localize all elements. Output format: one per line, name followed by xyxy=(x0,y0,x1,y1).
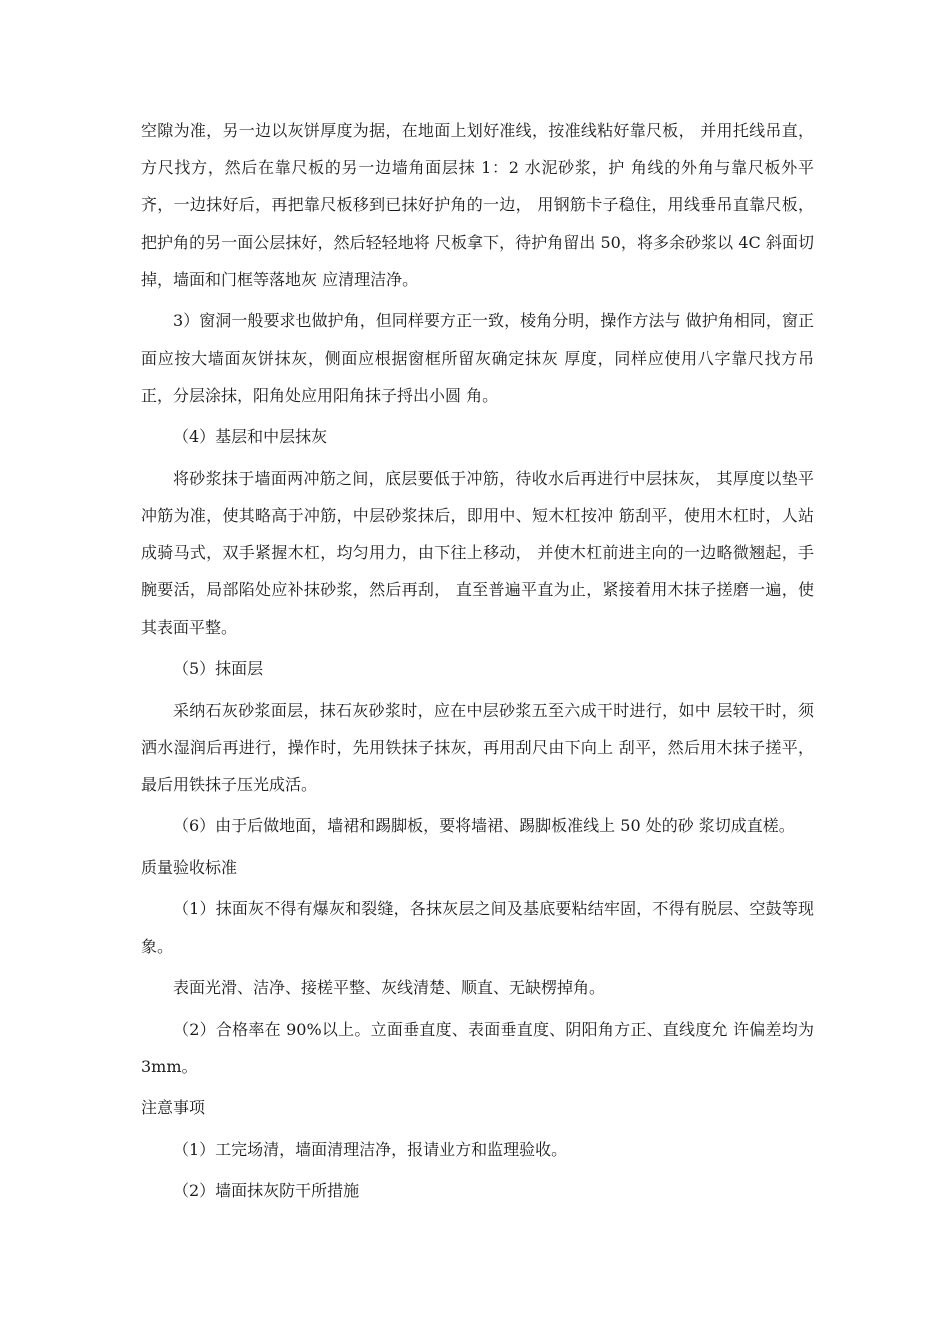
paragraph-notes-1: （1）工完场清，墙面清理洁净，报请业方和监理验收。 xyxy=(173,1139,568,1159)
document-page xyxy=(141,112,814,1214)
paragraph-surface-layer: 采纳石灰砂浆面层，抹石灰砂浆时，应在中层砂浆五至六成干时进行，如中 层较干时，须洒水湿润后再进行，操作时，先用铁抹子抹灰，再用刮尺由下向上 刮平，然后用木抹子搓平，最后用铁抹子压光成活。 xyxy=(141,700,814,794)
heading-quality-standard: 质量验收标准 xyxy=(141,857,238,877)
paragraph-quality-2: （2）合格率在 90%以上。立面垂直度、表面垂直度、阴阳角方正、直线度允 许偏差均为 3mm。 xyxy=(141,1019,814,1076)
paragraph-quality-surface: 表面光滑、洁净、接槎平整、灰线清楚、顺直、无缺楞掉角。 xyxy=(173,978,606,998)
heading-base-middle-layer: （4）基层和中层抹灰 xyxy=(173,427,328,447)
paragraph-window-opening: 3）窗洞一般要求也做护角，但同样要方正一致，棱角分明，操作方法与 做护角相同，窗正面应按大墙面灰饼抹灰，侧面应根据窗框所留灰确定抹灰 厚度，同样应使用八字靠尺找方吊正，分层涂抹，阳角处应用阳角抹子捋出小圆 角。 xyxy=(141,311,814,405)
paragraph-notes-2: （2）墙面抹灰防干所措施 xyxy=(173,1181,360,1201)
heading-notes: 注意事项 xyxy=(141,1098,206,1118)
paragraph-quality-1: （1）抹面灰不得有爆灰和裂缝，各抹灰层之间及基底要粘结牢固，不得有脱层、空鼓等现象。 xyxy=(141,899,814,956)
paragraph-base-middle-layer: 将砂浆抹于墙面两冲筋之间，底层要低于冲筋，待收水后再进行中层抹灰， 其厚度以垫平冲筋为准，使其略高于冲筋，中层砂浆抹后，即用中、短木杠按冲 筋刮平，使用木杠时，人站成骑马式，双手紧握木杠，均匀用力，由下往上移动， 并使木杠前进主向的一边略微翘起，手腕要活，局部陷处应补抹砂浆，然后再刮， 直至普遍平直为止，紧接着用木抹子搓磨一遍，使其表面平整。 xyxy=(141,468,814,637)
paragraph-wainscot: （6）由于后做地面，墙裙和踢脚板，要将墙裙、踢脚板准线上 50 处的砂 浆切成直槎。 xyxy=(173,816,795,836)
paragraph-corner-protection: 空隙为准，另一边以灰饼厚度为据，在地面上划好准线，按准线粘好靠尺板， 并用托线吊直，方尺找方，然后在靠尺板的另一边墙角面层抹 1：2 水泥砂浆，护 角线的外角与靠尺板外平齐，一边抹好后，再把靠尺板移到已抹好护角的一边， 用钢筋卡子稳住，用线垂吊直靠尺板，把护角的另一面公层抹好，然后轻轻地将 尺板拿下，待护角留出 50，将多余砂浆以 4C 斜面切掉，墙面和门框等落地灰 应清理洁净。 xyxy=(141,121,814,289)
heading-surface-layer: （5）抹面层 xyxy=(173,659,264,679)
